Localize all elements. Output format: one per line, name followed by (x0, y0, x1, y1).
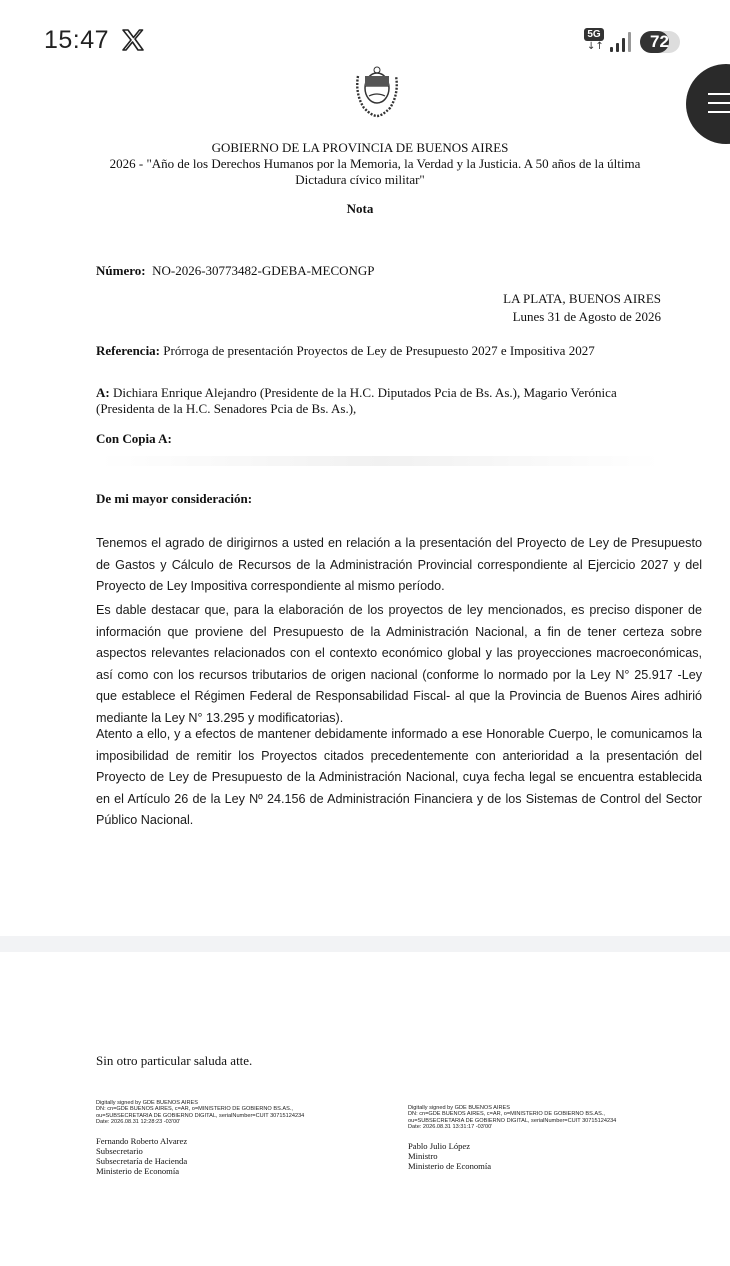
network-5g-icon: 5G ↓↑ (584, 28, 606, 52)
recipients-line: A: Dichiara Enrique Alejandro (Presidente de la H.C. Diputados Pcia de Bs. As.), Magario Verónica (96, 385, 617, 400)
numero-field: Número: NO-2026-30773482-GDEBA-MECONGP (96, 263, 375, 278)
year-motto-line: 2026 - "Año de los Derechos Humanos por la Memoria, la Verdad y la Justicia. A 50 años de la última (109, 156, 641, 171)
copia-label: Con Copia A: (96, 431, 172, 446)
x-logo-icon (121, 28, 145, 52)
signer-details: Fernando Roberto Alvarez Subsecretario Subsecretaría de Hacienda Ministerio de Economía (96, 1136, 188, 1176)
closing-line: Sin otro particular saluda atte. (96, 1053, 253, 1068)
battery-icon: 72 (640, 31, 680, 53)
year-motto-line: Dictadura cívico militar" (295, 172, 425, 187)
page-break (0, 936, 730, 952)
coat-of-arms-seal (352, 64, 402, 118)
body-paragraph: Es dable destacar que, para la elaboración de los proyectos de ley mencionados, es preciso disponer de información que proviene del Presupuesto de la Administración Nacional, a fin de tener certeza sobre aspectos relevantes relacionados con el contexto económico global y las proyecciones macroeconómicas, así como con los recursos tributarios de origen nacional (conforme lo normado por la Ley N° 25.917 -Ley que establece el Régimen Federal de Responsabilidad Fiscal- al que la Provincia de Buenos Aires adhirió mediante la Ley N° 13.295 y modificatorias). (96, 603, 702, 725)
document-type: Nota (346, 201, 374, 216)
government-title: GOBIERNO DE LA PROVINCIA DE BUENOS AIRES (211, 140, 509, 155)
digital-signature-text: Digitally signed by GDE BUENOS AIRES DN: cn=GDE BUENOS AIRES, c=AR, o=MINISTERIO DE GOBIERNO BS.AS., ou=SUBSECRETARIA DE GOBIERNO DIGITAL, serialNumber=CUIT 30715124234 Date: 2026.08.31 12:28:23 -03'00' (96, 1100, 305, 1126)
recipients-line: (Presidenta de la H.C. Senadores Pcia de Bs. As.), (96, 401, 357, 416)
referencia-field: Referencia: Prórroga de presentación Proyectos de Ley de Presupuesto 2027 e Impositiva 2027 (96, 343, 595, 358)
salutation: De mi mayor consideración: (96, 491, 253, 506)
signer-details: Pablo Julio López Ministro Ministerio de Economía (408, 1141, 492, 1171)
date: Lunes 31 de Agosto de 2026 (512, 309, 661, 324)
redacted-area (100, 456, 660, 466)
digital-signature-text: Digitally signed by GDE BUENOS AIRES DN: cn=GDE BUENOS AIRES, c=AR, o=MINISTERIO DE GOBIERNO BS.AS., ou=SUBSECRETARIA DE GOBIERNO DIGITAL, serialNumber=CUIT 30715124234 Date: 2026.08.31 13:31:17 -03'00' (408, 1105, 617, 1131)
clock: 15:47 (44, 26, 110, 54)
signal-strength-icon (608, 30, 634, 52)
body-paragraph: Atento a ello, y a efectos de mantener debidamente informado a ese Honorable Cuerpo, le comunicamos la imposibilidad de remitir los Proyectos citados precedentemente con anterioridad a la presentación del Proyecto de Ley de Presupuesto de la Administración Nacional, cuya fecha legal se encuentra establecida en el Artículo 26 de la Ley Nº 24.156 de Administración Financiera y de los Sistemas de Control del Sector Público Nacional. (96, 727, 702, 827)
body-paragraph: Tenemos el agrado de dirigirnos a usted en relación a la presentación del Proyecto de Ley de Presupuesto de Gastos y Cálculo de Recursos de la Administración Provincial correspondiente al Ejercicio 2027 y del Proyecto de Ley Impositiva correspondiente al mismo período. (96, 536, 702, 593)
place: LA PLATA, BUENOS AIRES (503, 291, 661, 306)
